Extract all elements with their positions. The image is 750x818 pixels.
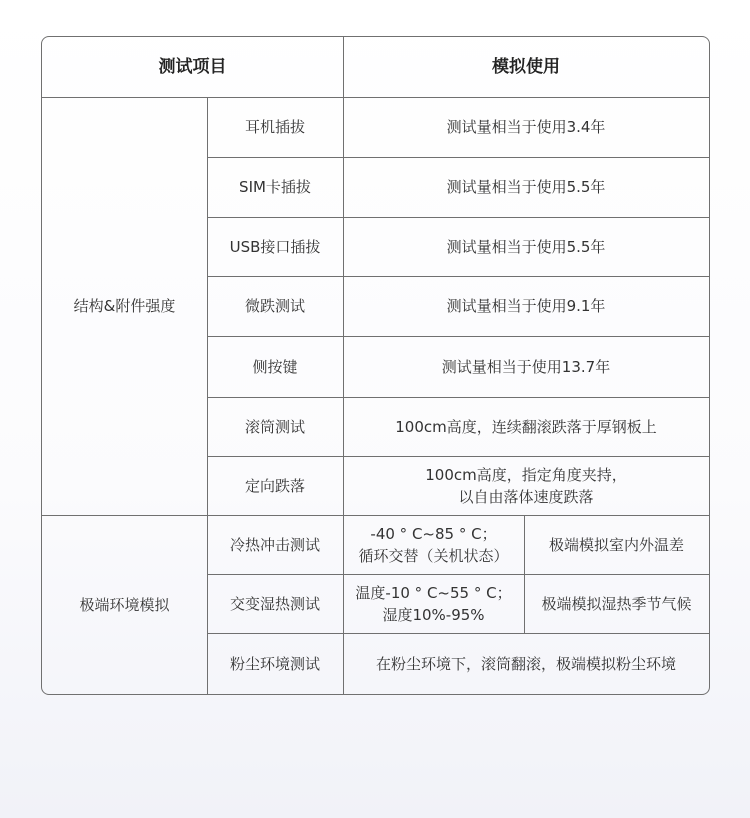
divider: [207, 336, 709, 337]
divider: [42, 97, 709, 98]
header-test-item: 测试项目: [158, 57, 227, 77]
simulates-cell: 极端模拟湿热季节气候: [541, 594, 692, 613]
result-line: 以自由落体速度跌落: [458, 487, 594, 506]
test-spec-table: [41, 36, 710, 695]
divider: [207, 397, 709, 398]
test-name-cell: 耳机插拔: [244, 118, 305, 136]
result-cell: 测试量相当于使用9.1年: [446, 297, 606, 315]
result-cell: 测试量相当于使用13.7年: [441, 357, 611, 376]
condition-line: 湿度10%-95%: [382, 605, 485, 624]
test-name-cell: 冷热冲击测试: [229, 535, 320, 554]
divider: [207, 97, 208, 694]
result-line: 100cm高度，指定角度夹持，: [425, 465, 627, 484]
test-name-cell: 粉尘环境测试: [229, 654, 320, 673]
divider: [207, 276, 709, 277]
group-label-extreme-env: 极端环境模拟: [79, 595, 170, 614]
test-name-cell: 交变湿热测试: [229, 594, 320, 613]
test-name-cell: 微跌测试: [244, 297, 305, 315]
result-cell: [343, 456, 709, 515]
condition-line: 循环交替（关机状态）: [358, 546, 509, 565]
divider: [207, 456, 709, 457]
condition-line: 温度-10 ° C~55 ° C；: [355, 583, 512, 602]
divider: [524, 515, 525, 633]
divider: [207, 217, 709, 218]
divider: [343, 37, 344, 694]
divider: [207, 633, 709, 634]
test-name-cell: USB接口插拔: [229, 237, 321, 256]
condition-cell: [343, 515, 524, 574]
test-name-cell: 定向跌落: [244, 476, 305, 495]
result-cell: 100cm高度，连续翻滚跌落于厚钢板上: [395, 417, 657, 436]
result-cell: 在粉尘环境下，滚筒翻滚，极端模拟粉尘环境: [375, 654, 676, 673]
condition-cell: [343, 574, 524, 633]
header-simulated-use: 模拟使用: [492, 57, 560, 77]
test-name-cell: 侧按键: [252, 357, 298, 376]
result-cell: 测试量相当于使用3.4年: [446, 118, 606, 136]
condition-line: -40 ° C~85 ° C；: [370, 524, 497, 543]
divider: [207, 574, 709, 575]
test-name-cell: 滚筒测试: [244, 417, 305, 436]
divider: [207, 157, 709, 158]
divider: [42, 515, 709, 516]
test-name-cell: SIM卡插拔: [239, 178, 311, 196]
result-cell: 测试量相当于使用5.5年: [446, 178, 606, 196]
result-cell: 测试量相当于使用5.5年: [446, 237, 606, 256]
simulates-cell: 极端模拟室内外温差: [548, 535, 684, 554]
group-label-structure: 结构&附件强度: [73, 297, 176, 315]
